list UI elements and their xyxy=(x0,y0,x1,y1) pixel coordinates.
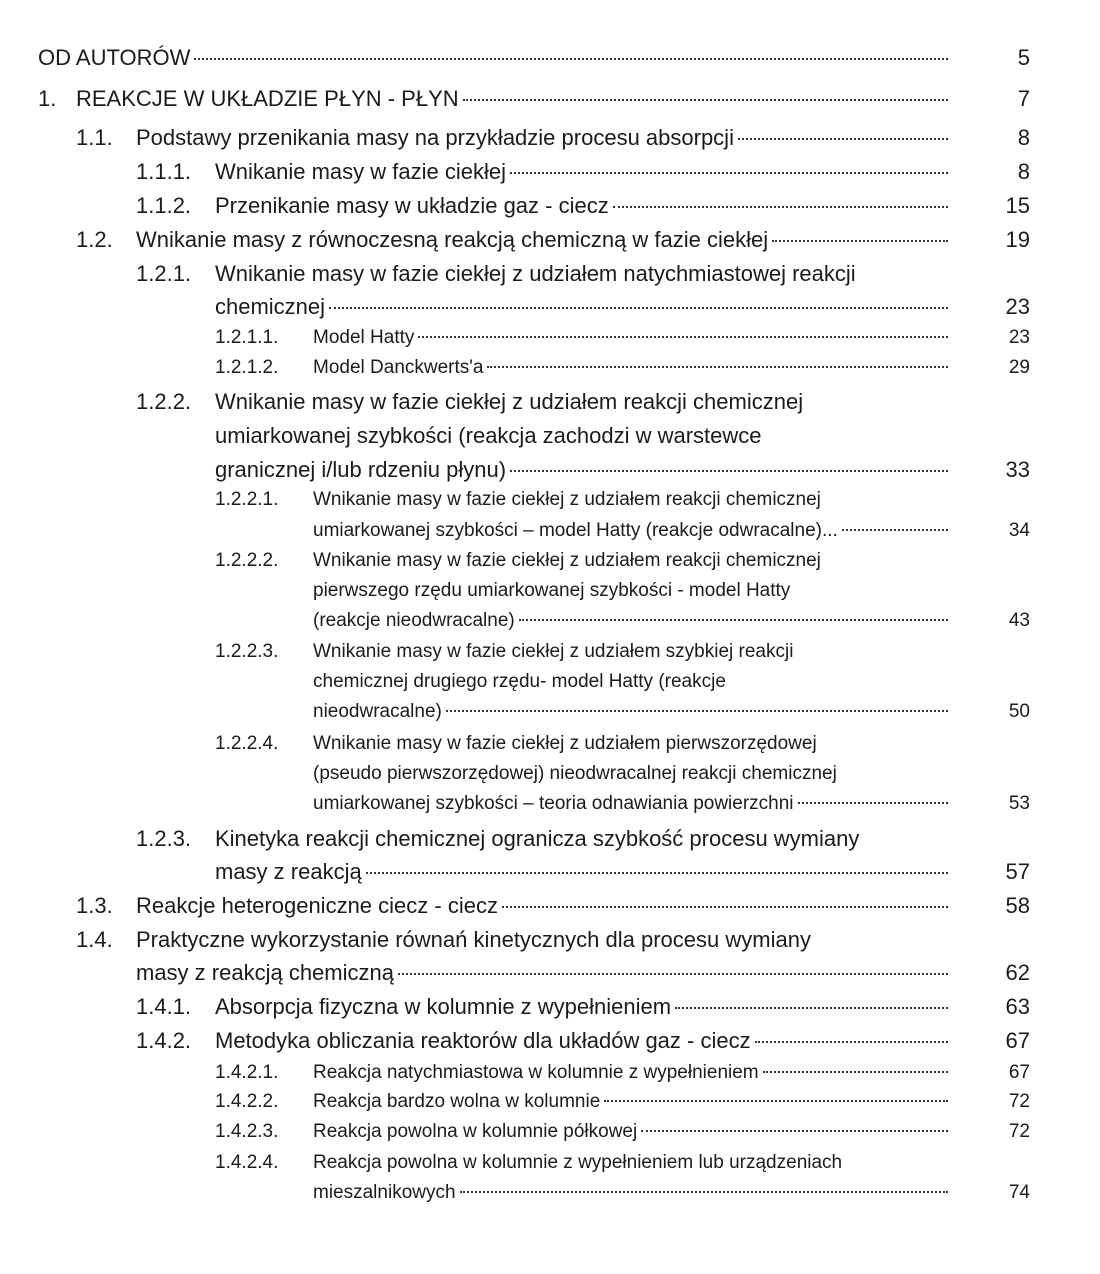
toc-entry-number: 1.2.2. xyxy=(136,389,192,414)
toc-entry-number: 1.1.1. xyxy=(136,159,192,184)
toc-page-number: 74 xyxy=(1008,1182,1030,1203)
toc-entry-title-line: Wnikanie masy w fazie ciekłej z udziałem natychmiastowej reakcji xyxy=(215,261,856,286)
toc-entry-title-line: chemicznej xyxy=(215,294,948,320)
toc-entry-title-line: Wnikanie masy w fazie ciekłej z udziałem szybkiej reakcji xyxy=(313,641,794,662)
toc-page-number: 58 xyxy=(1005,893,1030,918)
toc-page-number: 33 xyxy=(1005,457,1030,482)
toc-page-number: 23 xyxy=(1005,294,1030,319)
toc-entry-title-line: Reakcja bardzo wolna w kolumnie xyxy=(313,1091,948,1113)
toc-entry-title-line: Przenikanie masy w układzie gaz - ciecz xyxy=(215,193,948,219)
toc-entry-title-line: Wnikanie masy w fazie ciekłej z udziałem reakcji chemicznej xyxy=(215,389,804,414)
toc-entry-title-line: Wnikanie masy z równoczesną reakcją chemiczną w fazie ciekłej xyxy=(136,227,948,253)
dot-leader xyxy=(463,99,948,101)
toc-entry-number: 1.4.1. xyxy=(136,994,192,1019)
toc-entry-number: 1. xyxy=(38,86,57,111)
toc-entry-title-line: OD AUTORÓW xyxy=(38,45,948,71)
dot-leader xyxy=(418,336,948,338)
toc-page-number: 8 xyxy=(1017,159,1030,184)
toc-page-number: 15 xyxy=(1005,193,1030,218)
dot-leader xyxy=(398,973,948,975)
toc-entry-number: 1.2.3. xyxy=(136,826,192,851)
toc-entry-title-line: Metodyka obliczania reaktorów dla układów gaz - ciecz xyxy=(215,1028,948,1054)
toc-entry-number: 1.4.2.3. xyxy=(215,1121,279,1142)
toc-entry-title-line: Wnikanie masy w fazie ciekłej z udziałem reakcji chemicznej xyxy=(313,489,821,510)
dot-leader xyxy=(510,470,948,472)
toc-entry-title-line: masy z reakcją chemiczną xyxy=(136,960,948,986)
toc-page-number: 67 xyxy=(1008,1062,1030,1083)
toc-entry-title-line: mieszalnikowych xyxy=(313,1182,948,1204)
dot-leader xyxy=(487,366,948,368)
dot-leader xyxy=(613,206,948,208)
dot-leader xyxy=(772,240,948,242)
toc-page-number: 57 xyxy=(1005,859,1030,884)
toc-entry-title-line: chemicznej drugiego rzędu- model Hatty (reakcje xyxy=(313,671,726,692)
toc-entry-number: 1.2.2.1. xyxy=(215,489,279,510)
toc-page-number: 50 xyxy=(1008,701,1030,722)
toc-entry-title-line: Podstawy przenikania masy na przykładzie procesu absorpcji xyxy=(136,125,948,151)
toc-page-number: 67 xyxy=(1005,1028,1030,1053)
toc-entry-number: 1.2.2.3. xyxy=(215,641,279,662)
toc-entry-number: 1.4. xyxy=(76,927,113,952)
toc-entry-number: 1.4.2.2. xyxy=(215,1091,279,1112)
toc-page-number: 63 xyxy=(1005,994,1030,1019)
toc-entry-title-line: masy z reakcją xyxy=(215,859,948,885)
dot-leader xyxy=(329,307,948,309)
toc-entry-title-line: Wnikanie masy w fazie ciekłej z udziałem reakcji chemicznej xyxy=(313,550,821,571)
toc-entry-number: 1.2.1.2. xyxy=(215,357,279,378)
toc-page-number: 34 xyxy=(1008,520,1030,541)
toc-entry-number: 1.2. xyxy=(76,227,113,252)
dot-leader xyxy=(763,1071,948,1073)
toc-entry-title-line: Absorpcja fizyczna w kolumnie z wypełnieniem xyxy=(215,994,948,1020)
toc-entry-number: 1.2.2.4. xyxy=(215,733,279,754)
dot-leader xyxy=(510,172,948,174)
toc-page-number: 5 xyxy=(1017,45,1030,70)
toc-entry-number: 1.1.2. xyxy=(136,193,192,218)
dot-leader xyxy=(366,872,948,874)
toc-entry-number: 1.4.2.4. xyxy=(215,1152,279,1173)
toc-entry-title-line: granicznej i/lub rdzeniu płynu) xyxy=(215,457,948,483)
toc-entry-title-line: Reakcja powolna w kolumnie z wypełnieniem lub urządzeniach xyxy=(313,1152,843,1173)
toc-page-number: 62 xyxy=(1005,960,1030,985)
dot-leader xyxy=(641,1130,948,1132)
toc-entry-title-line: Reakcje heterogeniczne ciecz - ciecz xyxy=(136,893,948,919)
toc-entry-title-line: (reakcje nieodwracalne) xyxy=(313,610,948,632)
toc-entry-title-line: umiarkowanej szybkości (reakcja zachodzi w warstewce xyxy=(215,423,762,448)
toc-entry-title-line: Reakcja powolna w kolumnie półkowej xyxy=(313,1121,948,1143)
toc-entry-title-line: Model Hatty xyxy=(313,327,948,349)
toc-entry-number: 1.3. xyxy=(76,893,113,918)
dot-leader xyxy=(842,529,948,531)
toc-page-number: 8 xyxy=(1017,125,1030,150)
dot-leader xyxy=(460,1191,948,1193)
toc-entry-number: 1.2.1.1. xyxy=(215,327,279,348)
toc-page-number: 53 xyxy=(1008,793,1030,814)
toc-entry-title-line: Reakcja natychmiastowa w kolumnie z wypełnieniem xyxy=(313,1062,948,1084)
toc-entry-title-line: Kinetyka reakcji chemicznej ogranicza szybkość procesu wymiany xyxy=(215,826,860,851)
toc-page-number: 72 xyxy=(1008,1091,1030,1112)
toc-entry-title-line: umiarkowanej szybkości – teoria odnawiania powierzchni xyxy=(313,793,948,815)
toc-entry-title-line: umiarkowanej szybkości – model Hatty (reakcje odwracalne)... xyxy=(313,520,948,542)
toc-entry-number: 1.2.2.2. xyxy=(215,550,279,571)
dot-leader xyxy=(519,619,948,621)
toc-entry-title-line: pierwszego rzędu umiarkowanej szybkości - model Hatty xyxy=(313,580,791,601)
toc-page-number: 29 xyxy=(1008,357,1030,378)
toc-page-number: 23 xyxy=(1008,327,1030,348)
dot-leader xyxy=(446,710,948,712)
toc-page-number: 19 xyxy=(1005,227,1030,252)
toc-entry-number: 1.2.1. xyxy=(136,261,192,286)
toc-entry-title-line: Praktyczne wykorzystanie równań kinetycznych dla procesu wymiany xyxy=(136,927,811,952)
toc-page-number: 72 xyxy=(1008,1121,1030,1142)
toc-entry-title-line: (pseudo pierwszorzędowej) nieodwracalnej reakcji chemicznej xyxy=(313,763,837,784)
toc-entry-title-line: nieodwracalne) xyxy=(313,701,948,723)
toc-entry-number: 1.4.2.1. xyxy=(215,1062,279,1083)
dot-leader xyxy=(738,138,948,140)
dot-leader xyxy=(755,1041,948,1043)
dot-leader xyxy=(502,906,948,908)
dot-leader xyxy=(798,802,948,804)
toc-entry-number: 1.4.2. xyxy=(136,1028,192,1053)
dot-leader xyxy=(194,58,948,60)
toc-entry-title-line: Wnikanie masy w fazie ciekłej z udziałem pierwszorzędowej xyxy=(313,733,817,754)
toc-page-number: 43 xyxy=(1008,610,1030,631)
dot-leader xyxy=(675,1007,948,1009)
toc-entry-number: 1.1. xyxy=(76,125,113,150)
toc-page-number: 7 xyxy=(1017,86,1030,111)
dot-leader xyxy=(604,1100,948,1102)
toc-entry-title-line: Model Danckwerts'a xyxy=(313,357,948,379)
toc-entry-title-line: Wnikanie masy w fazie ciekłej xyxy=(215,159,948,185)
toc-entry-title-line: REAKCJE W UKŁADZIE PŁYN - PŁYN xyxy=(76,86,948,112)
